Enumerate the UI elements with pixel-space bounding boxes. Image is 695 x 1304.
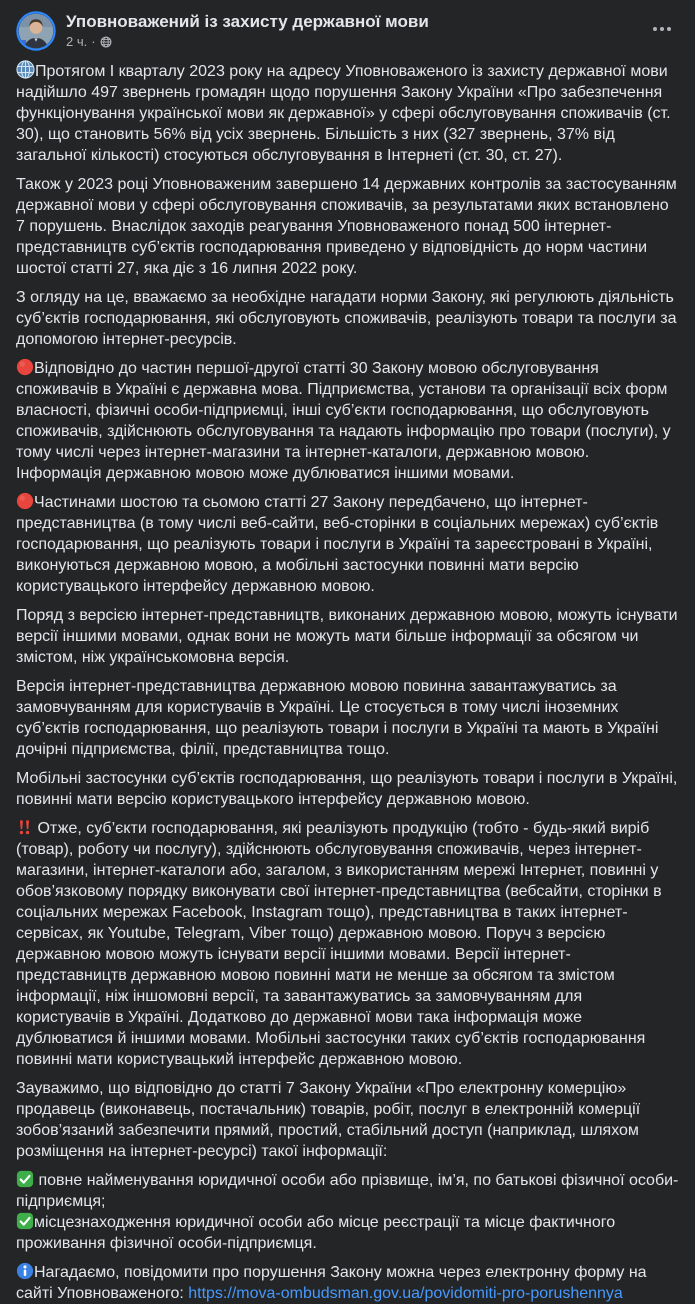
post-paragraph: Зауважимо, що відповідно до статті 7 Закону України «Про електронну комерцію» продавець (виконавець, постачальник) товарів, робіт, послуг в електронній комерції зобов’язаний забезпечити прямий, простий, стабільний доступ (наприклад, шляхом розміщення на інтернет-ресурсі) такої інформації: [16,1080,641,1160]
red-circle-emoji [16,492,34,510]
page-avatar[interactable] [16,11,56,51]
post-link[interactable]: https://mova-ombudsman.gov.ua/povidomiti-pro-porushennya [188,1285,623,1302]
globe-emoji [16,60,35,79]
page-name-link[interactable]: Уповноважений із захисту державної мови [66,12,429,31]
post-paragraph: місцезнаходження юридичної особи або місце реєстрації та місце фактичного проживання фізичної особи-підприємця. [16,1214,616,1252]
post-paragraph: Нагадаємо, повідомити про порушення Закону можна через електронну форму на сайті Уповноваженого: https://mova-ombudsman.gov.ua/povidomiti-pro-porushennya [16,1264,647,1302]
meta-separator: · [91,34,96,49]
check-emoji [16,1170,34,1188]
post-paragraph: повне найменування юридичної особи або прізвище, ім’я, по батькові фізичної особи-підприємця; [16,1172,679,1210]
avatar-photo [16,11,56,51]
post-header-info [66,11,645,49]
post-paragraph: З огляду на це, вважаємо за необхідне нагадати норми Закону, які регулюють діяльність суб’єктів господарювання, які обслуговують споживачів, реалізують товари та послуги за допомогою інтернет-ресурсів. [16,289,677,348]
post-body [0,57,695,1304]
post-paragraph: Частинами шостою та сьомою статті 27 Закону передбачено, що інтернет-представництва (в тому числі веб-сайти, веб-сторінки в соціальних мережах) суб’єктів господарювання, що реалізують товари і послуги в Україні та зареєстровані в Україні, виконуються державною мовою, а мобільні застосунки повинні мати версію користувацького інтерфейсу державною мовою. [16,494,659,595]
post-paragraph: Поряд з версією інтернет-представництв, виконаних державною мовою, можуть існувати версії іншими мовами, однак вони не можуть мати більше інформації за обсягом чи змістом, ніж українськомовна версія. [16,607,678,666]
post-meta [66,35,645,49]
post-paragraph: Версія інтернет-представництва державною мовою повинна завантажуватись за замовчуванням для користувачів в Україні. Це стосується в тому числі іноземних суб’єктів господарювання, що реалізують товари і послуги в Україні та мають в Україні дочірні підприємства, філії, представництва тощо. [16,678,659,758]
post-header [0,0,695,57]
double-exclamation-emoji [16,819,33,836]
post-timestamp[interactable]: 2 ч. [66,34,88,49]
red-circle-emoji [16,358,34,376]
check-emoji [16,1212,34,1230]
post-paragraph: Відповідно до частин першої-другої статті 30 Закону мовою обслуговування споживачів в Україні є державна мова. Підприємства, установи та організації всіх форм власності, фізичні особи-підприємці, інші суб’єкти господарювання, що обслуговують споживачів, здійснюють обслуговування та надають інформацію про товари (послуги), у тому числі через інтернет-магазини та інтернет-каталоги, державною мовою. Інформація державною мовою може дублюватися іншими мовами. [16,360,671,482]
post-paragraph: Мобільні застосунки суб’єктів господарювання, що реалізують товари і послуги в Україні, повинні мати версію користувацького інтерфейсу державною мовою. [16,770,678,808]
post-options-button[interactable] [645,13,679,45]
post-paragraph: Також у 2023 році Уповноваженим завершено 14 державних контролів за застосуванням державної мови у сфері обслуговування споживачів, за результатами яких встановлено 7 порушень. Внаслідок заходів реагування Уповноваженого понад 500 інтернет-представництв суб’єктів господарювання приведено у відповідність до норм частини шостої статті 27, яка діє з 16 липня 2022 року. [16,176,677,277]
info-emoji [16,1262,34,1280]
post-paragraph: Отже, суб’єкти господарювання, які реалізують продукцію (тобто - будь-який виріб (товар), роботу чи послугу), здійснюють обслуговування споживачів, через інтернет-магазини, інтернет-каталоги або, загалом, з використанням мережі Інтернет, повинні у обов’язковому порядку виконувати свої інтернет-представництва (вебсайти, сторінки в соціальних мережах Facebook, Instagram тощо), представництва в таких інтернет-сервісах, як Youtube, Telegram, Viber тощо) державною мовою. Поруч з версією державною мовою можуть існувати версії іншими мовами. Версії інтернет-представництв державною мовою повинні мати не менше за обсягом та змістом інформації, ніж іншомовні версії, та завантажуватись за замовчуванням для користувачів в Україні. Додатково до державної мови така інформація може дублюватися й іншими мовами. Мобільні застосунки таких суб’єктів господарювання повинні мати користувацький інтерфейс державною мовою. [16,820,662,1068]
three-dots-icon [653,27,657,31]
post-paragraph: Протягом І кварталу 2023 року на адресу Уповноваженого із захисту державної мови надійшло 497 звернень громадян щодо порушення Закону України «Про забезпечення функціонування української мови як державної» у сфері обслуговування споживачів (ст. 30), що становить 56% від усіх звернень. Більшість з них (327 звернень, 37% від загальної кількості) стосуються обслуговування в Інтернеті (ст. 30, ст. 27). [16,60,679,166]
privacy-public-globe-icon [100,36,112,48]
